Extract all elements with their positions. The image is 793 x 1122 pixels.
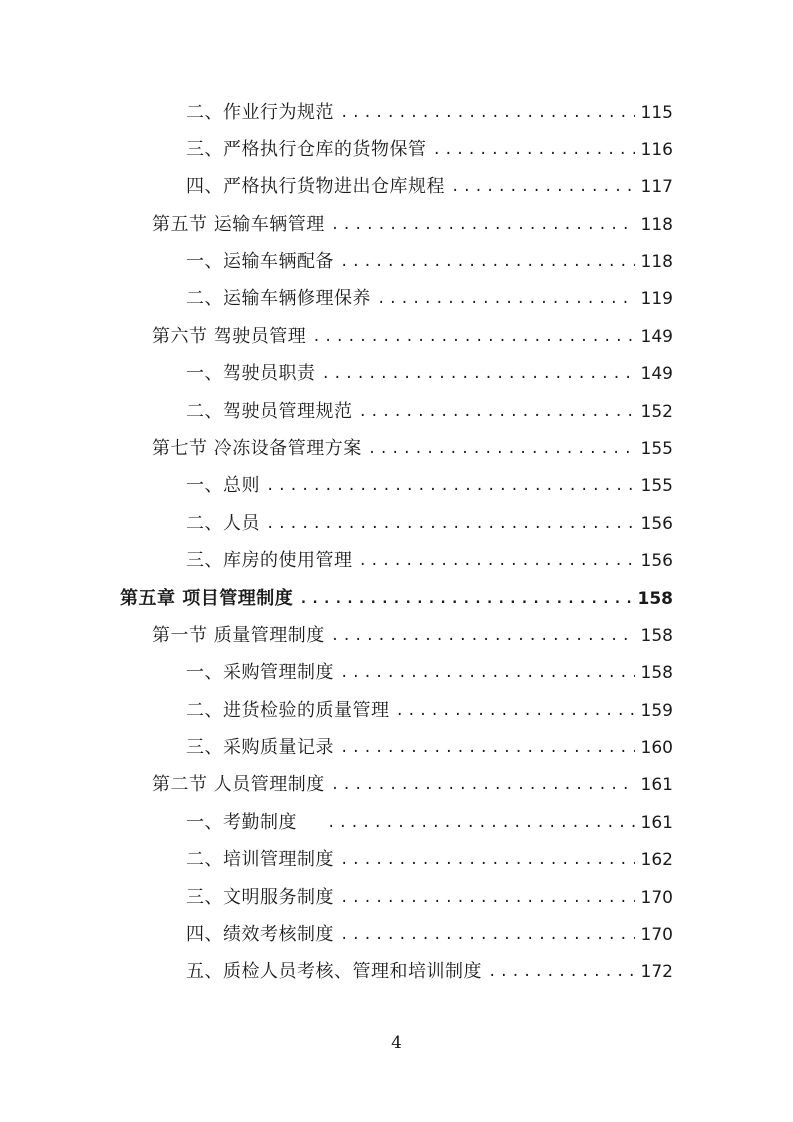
- toc-entry-page: 118: [640, 215, 673, 235]
- toc-entry-title: 第五章 项目管理制度: [120, 588, 294, 609]
- dot-leader: [396, 698, 635, 724]
- toc-entry-page: 158: [640, 663, 673, 683]
- dot-leader: [327, 810, 635, 836]
- toc-entry[interactable]: [186, 959, 673, 985]
- toc-entry-page: 170: [640, 888, 673, 908]
- toc-entry-page: 119: [640, 289, 673, 309]
- dot-leader: [433, 137, 635, 163]
- toc-entry-title: 五、质检人员考核、管理和培训制度: [186, 961, 482, 982]
- toc-entry[interactable]: [186, 399, 673, 425]
- toc-section-entry[interactable]: [152, 772, 673, 798]
- toc-entry[interactable]: [186, 847, 673, 873]
- dot-leader: [266, 511, 635, 537]
- dot-leader: [340, 847, 635, 873]
- dot-leader: [340, 249, 635, 275]
- toc-entry-title: 三、库房的使用管理: [186, 550, 353, 571]
- toc-entry-title: 二、进货检验的质量管理: [186, 700, 390, 721]
- toc-entry[interactable]: [186, 473, 673, 499]
- toc-entry-page: 156: [640, 514, 673, 534]
- toc-entry[interactable]: [186, 249, 673, 275]
- toc-entry[interactable]: [186, 735, 673, 761]
- toc-entry-title: 第二节 人员管理制度: [152, 774, 325, 795]
- dot-leader: [488, 959, 635, 985]
- dot-leader: [368, 436, 635, 462]
- toc-entry-title: 三、严格执行仓库的货物保管: [186, 139, 427, 160]
- dot-leader: [359, 399, 635, 425]
- dot-leader: [340, 885, 635, 911]
- toc-entry-page: 159: [640, 701, 673, 721]
- toc-entry-title: 一、运输车辆配备: [186, 251, 334, 272]
- dot-leader: [266, 473, 635, 499]
- dot-leader: [331, 623, 635, 649]
- toc-entry-page: 118: [640, 252, 673, 272]
- toc-entry[interactable]: [186, 137, 673, 163]
- toc-entry-title: 三、文明服务制度: [186, 887, 334, 908]
- toc-entry[interactable]: [186, 810, 673, 836]
- toc-entry[interactable]: [186, 286, 673, 312]
- toc-entry-page: 149: [640, 364, 673, 384]
- toc-chapter-entry[interactable]: [120, 586, 673, 612]
- toc-entry-title: 一、采购管理制度: [186, 662, 334, 683]
- toc-entry-page: 156: [640, 551, 673, 571]
- dot-leader: [331, 772, 635, 798]
- dot-leader: [377, 286, 635, 312]
- toc-entry-title: 第六节 驾驶员管理: [152, 326, 307, 347]
- toc-entry[interactable]: [186, 548, 673, 574]
- toc-entry[interactable]: [186, 885, 673, 911]
- toc-entry-page: 170: [640, 925, 673, 945]
- dot-leader: [340, 735, 635, 761]
- toc-entry[interactable]: [186, 361, 673, 387]
- toc-entry-page: 161: [640, 813, 673, 833]
- toc-entry-title: 一、驾驶员职责: [186, 363, 316, 384]
- dot-leader: [340, 922, 635, 948]
- toc-entry-page: 149: [640, 327, 673, 347]
- toc-section-entry[interactable]: [152, 212, 673, 238]
- toc-entry[interactable]: [186, 511, 673, 537]
- dot-leader: [322, 361, 635, 387]
- toc-entry-page: 116: [640, 140, 673, 160]
- page-number: 4: [391, 1033, 402, 1053]
- toc-entry-title: 二、运输车辆修理保养: [186, 288, 371, 309]
- toc-entry[interactable]: [186, 100, 673, 126]
- dot-leader: [340, 660, 635, 686]
- toc-entry[interactable]: [186, 174, 673, 200]
- toc-entry-page: 152: [640, 402, 673, 422]
- toc-entry-title: 二、驾驶员管理规范: [186, 401, 353, 422]
- toc-entry[interactable]: [186, 922, 673, 948]
- toc-entry-page: 155: [640, 476, 673, 496]
- toc-entry-title: 四、绩效考核制度: [186, 924, 334, 945]
- toc-entry-title: 一、总则: [186, 475, 260, 496]
- dot-leader: [331, 212, 635, 238]
- toc-entry-title: 二、作业行为规范: [186, 102, 334, 123]
- toc-entry[interactable]: [186, 698, 673, 724]
- toc-entry-title: 二、人员: [186, 513, 260, 534]
- dot-leader: [359, 548, 635, 574]
- dot-leader: [340, 100, 635, 126]
- toc-entry-title: 二、培训管理制度: [186, 849, 334, 870]
- dot-leader: [299, 586, 631, 612]
- toc-section-entry[interactable]: [152, 324, 673, 350]
- toc-section-entry[interactable]: [152, 623, 673, 649]
- toc-entry-page: 160: [640, 738, 673, 758]
- toc-entry-page: 162: [640, 850, 673, 870]
- toc-entry-page: 115: [640, 103, 673, 123]
- toc-entry-page: 172: [640, 962, 673, 982]
- toc-entry-page: 155: [640, 439, 673, 459]
- toc-entry-page: 161: [640, 775, 673, 795]
- toc-section-entry[interactable]: [152, 436, 673, 462]
- toc-entry-title: 第七节 冷冻设备管理方案: [152, 438, 362, 459]
- toc-entry-title: 一、考勤制度: [186, 812, 297, 833]
- toc-entry-page: 117: [640, 177, 673, 197]
- toc-entry-title: 第一节 质量管理制度: [152, 625, 325, 646]
- toc-entry-page: 158: [640, 626, 673, 646]
- toc-entry-title: 第五节 运输车辆管理: [152, 214, 325, 235]
- dot-leader: [451, 174, 635, 200]
- toc-entry-title: 四、严格执行货物进出仓库规程: [186, 176, 445, 197]
- toc-entry-title: 三、采购质量记录: [186, 737, 334, 758]
- toc-entry-page: 158: [637, 589, 673, 609]
- toc-entry[interactable]: [186, 660, 673, 686]
- dot-leader: [312, 324, 634, 350]
